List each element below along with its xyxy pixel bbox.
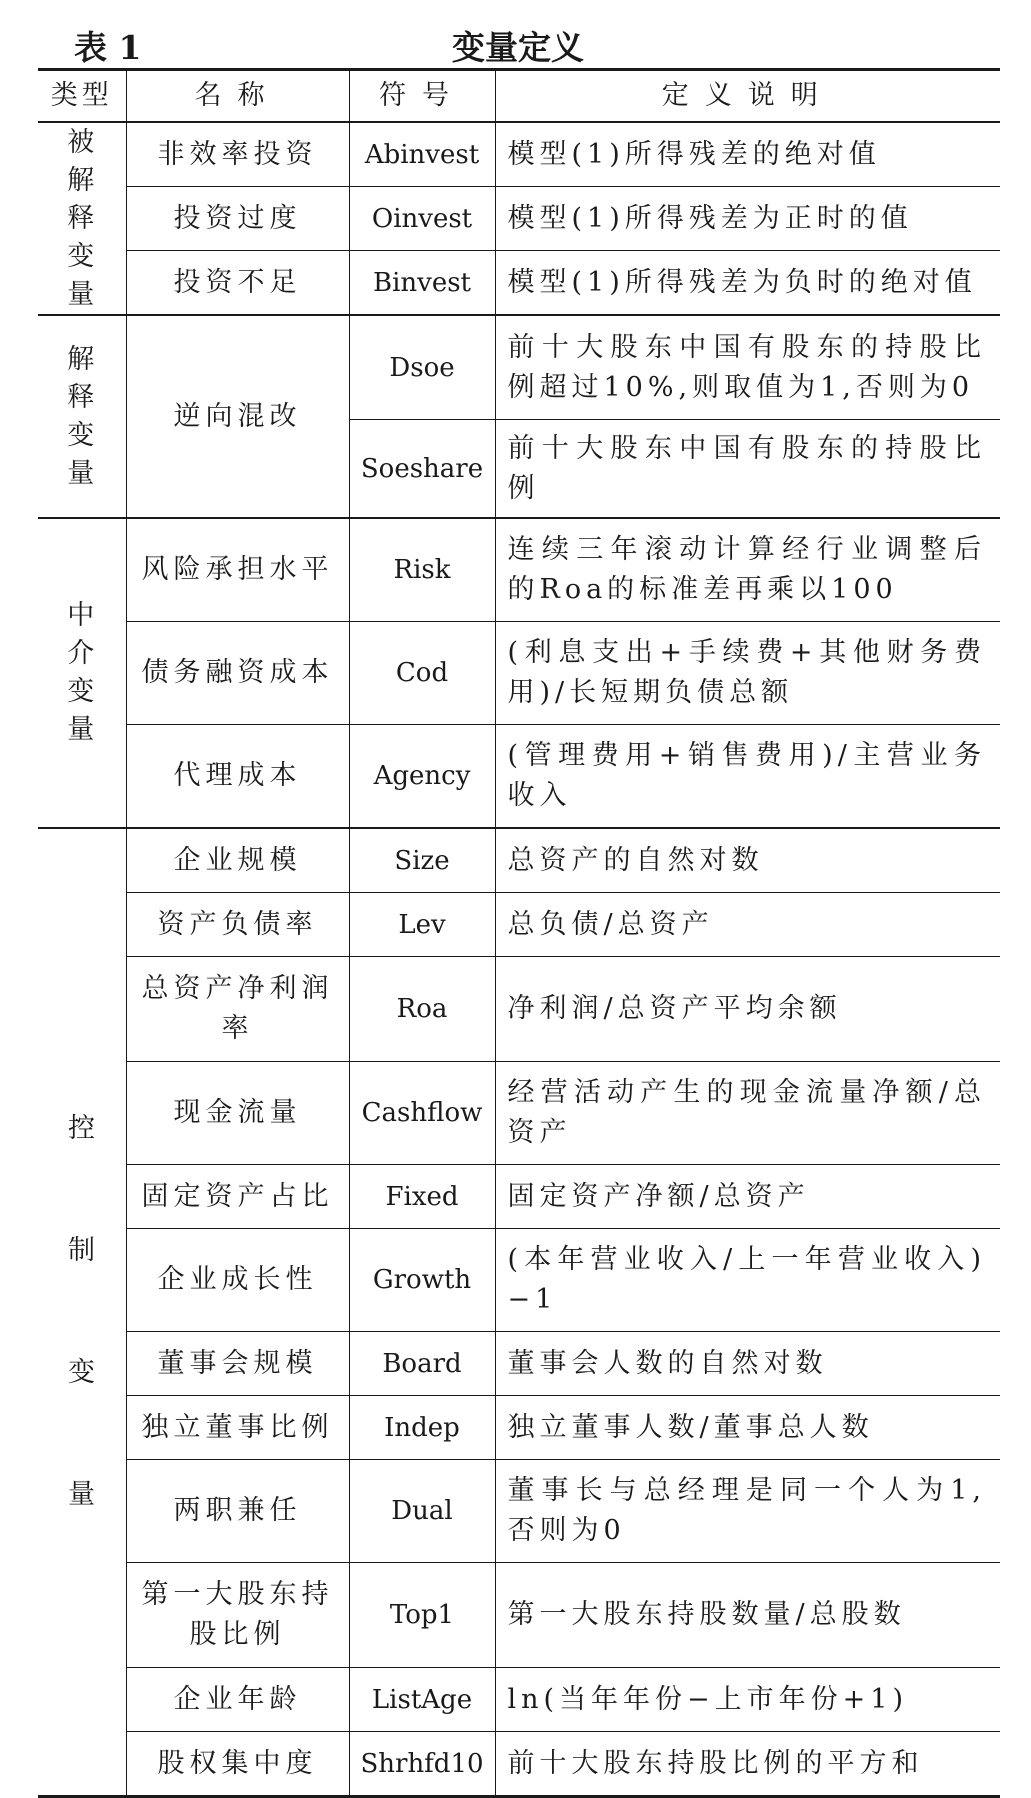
var-name: 投资不足 — [126, 251, 349, 316]
variable-definition-table — [38, 68, 1000, 1798]
header-name: 名称 — [126, 70, 349, 123]
table-row — [38, 1165, 1000, 1229]
var-symbol: Risk — [349, 518, 495, 622]
var-name: 固定资产占比 — [126, 1165, 349, 1229]
table-row — [38, 622, 1000, 725]
var-definition: 第一大股东持股数量/总股数 — [495, 1563, 1000, 1668]
table-row — [38, 1668, 1000, 1732]
var-name: 企业年龄 — [126, 1668, 349, 1732]
var-name: 投资过度 — [126, 187, 349, 251]
var-name: 代理成本 — [126, 725, 349, 829]
table-row — [38, 315, 1000, 420]
table-row — [38, 1732, 1000, 1797]
var-name: 风险承担水平 — [126, 518, 349, 622]
header-row — [38, 70, 1000, 123]
var-name: 总资产净利润率 — [126, 957, 349, 1062]
table-title: 变量定义 — [452, 28, 584, 67]
var-name: 资产负债率 — [126, 893, 349, 957]
group-explained: 被解释变量 — [38, 122, 126, 315]
table-row — [38, 1396, 1000, 1460]
var-definition: (本年营业收入/上一年营业收入)−1 — [495, 1229, 1000, 1332]
var-symbol: Growth — [349, 1229, 495, 1332]
table-row — [38, 187, 1000, 251]
var-definition: 独立董事人数/董事总人数 — [495, 1396, 1000, 1460]
var-symbol: Board — [349, 1332, 495, 1396]
var-symbol: Dual — [349, 1460, 495, 1563]
var-definition: 董事长与总经理是同一个人为1,否则为0 — [495, 1460, 1000, 1563]
var-symbol: Size — [349, 828, 495, 893]
table-row — [38, 957, 1000, 1062]
var-symbol: Roa — [349, 957, 495, 1062]
table-row — [38, 828, 1000, 893]
var-definition: 净利润/总资产平均余额 — [495, 957, 1000, 1062]
group-explanatory: 解释变量 — [38, 315, 126, 518]
var-name: 企业成长性 — [126, 1229, 349, 1332]
var-definition: 固定资产净额/总资产 — [495, 1165, 1000, 1229]
var-definition: (利息支出+手续费+其他财务费用)/长短期负债总额 — [495, 622, 1000, 725]
var-definition: 前十大股东中国有股东的持股比例 — [495, 420, 1000, 519]
table-row — [38, 122, 1000, 187]
var-definition: 模型(1)所得残差为负时的绝对值 — [495, 251, 1000, 316]
var-symbol: Binvest — [349, 251, 495, 316]
header-definition: 定义说明 — [495, 70, 1000, 123]
var-name: 企业规模 — [126, 828, 349, 893]
var-name: 现金流量 — [126, 1062, 349, 1165]
var-definition: 前十大股东持股比例的平方和 — [495, 1732, 1000, 1797]
table-row — [38, 1460, 1000, 1563]
var-symbol: ListAge — [349, 1668, 495, 1732]
var-name: 债务融资成本 — [126, 622, 349, 725]
var-definition: 总负债/总资产 — [495, 893, 1000, 957]
var-definition: 总资产的自然对数 — [495, 828, 1000, 893]
var-definition: 董事会人数的自然对数 — [495, 1332, 1000, 1396]
var-symbol: Soeshare — [349, 420, 495, 519]
var-name: 独立董事比例 — [126, 1396, 349, 1460]
var-symbol: Shrhfd10 — [349, 1732, 495, 1797]
var-name: 逆向混改 — [126, 315, 349, 518]
table-row — [38, 725, 1000, 829]
var-symbol: Agency — [349, 725, 495, 829]
var-name: 股权集中度 — [126, 1732, 349, 1797]
var-symbol: Dsoe — [349, 315, 495, 420]
table-row — [38, 518, 1000, 622]
var-symbol: Fixed — [349, 1165, 495, 1229]
var-definition: 经营活动产生的现金流量净额/总资产 — [495, 1062, 1000, 1165]
var-definition: ln(当年年份−上市年份+1) — [495, 1668, 1000, 1732]
header-symbol: 符号 — [349, 70, 495, 123]
var-symbol: Cashflow — [349, 1062, 495, 1165]
var-name: 非效率投资 — [126, 122, 349, 187]
header-type: 类型 — [38, 70, 126, 123]
table-row — [38, 1332, 1000, 1396]
var-symbol: Top1 — [349, 1563, 495, 1668]
var-definition: (管理费用+销售费用)/主营业务收入 — [495, 725, 1000, 829]
var-symbol: Abinvest — [349, 122, 495, 187]
table-row — [38, 1229, 1000, 1332]
var-name: 第一大股东持股比例 — [126, 1563, 349, 1668]
var-definition: 连续三年滚动计算经行业调整后的Roa的标准差再乘以100 — [495, 518, 1000, 622]
var-definition: 前十大股东中国有股东的持股比例超过10%,则取值为1,否则为0 — [495, 315, 1000, 420]
table-row — [38, 893, 1000, 957]
table-number: 表 1 — [74, 28, 142, 67]
var-name: 两职兼任 — [126, 1460, 349, 1563]
var-definition: 模型(1)所得残差的绝对值 — [495, 122, 1000, 187]
var-symbol: Oinvest — [349, 187, 495, 251]
table-row — [38, 251, 1000, 316]
var-name: 董事会规模 — [126, 1332, 349, 1396]
var-definition: 模型(1)所得残差为正时的值 — [495, 187, 1000, 251]
table-caption — [38, 12, 998, 72]
group-mediator: 中介变量 — [38, 518, 126, 828]
table-row — [38, 1563, 1000, 1668]
table-row — [38, 1062, 1000, 1165]
group-control: 控制变量 — [38, 828, 126, 1797]
var-symbol: Cod — [349, 622, 495, 725]
var-symbol: Indep — [349, 1396, 495, 1460]
var-symbol: Lev — [349, 893, 495, 957]
